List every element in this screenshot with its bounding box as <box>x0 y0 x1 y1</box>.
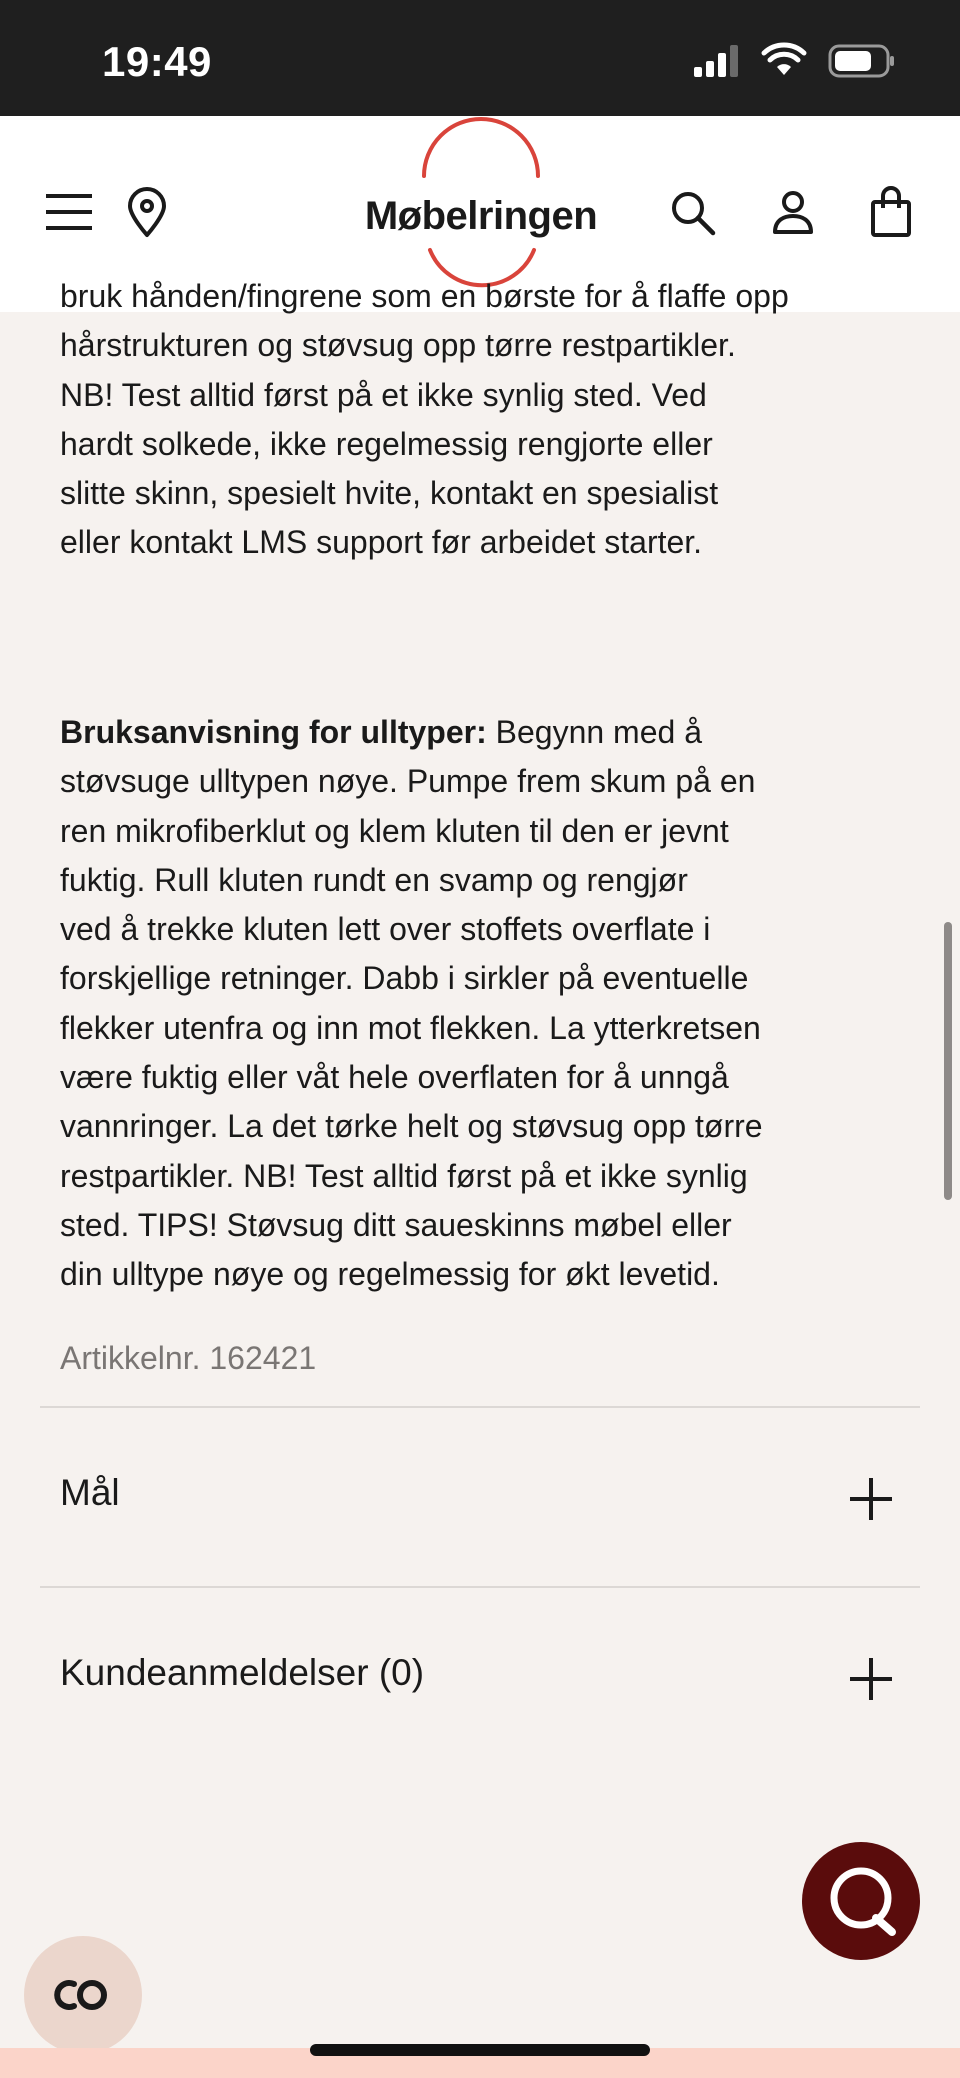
text-fragment: Begynn med å <box>486 714 702 750</box>
text-line: vannringer. La det tørke helt og støvsug opp tørre <box>60 1108 763 1145</box>
text-line: ved å trekke kluten lett over stoffets overflate i <box>60 911 711 948</box>
text-line: forskjellige retninger. Dabb i sirkler på eventuelle <box>60 960 749 997</box>
menu-icon[interactable] <box>46 190 92 234</box>
scrollbar[interactable] <box>944 922 952 1200</box>
accordion-label: Kundeanmeldelser (0) <box>60 1652 425 1693</box>
battery-icon <box>828 44 896 78</box>
account-icon[interactable] <box>772 190 814 236</box>
signal-icon <box>692 45 740 77</box>
text-line: sted. TIPS! Støvsug ditt saueskinns møbel eller <box>60 1206 732 1243</box>
wifi-icon <box>762 45 806 77</box>
text-line: hårstrukturen og støvsug opp tørre restpartikler. <box>60 327 736 364</box>
text-line: slitte skinn, spesielt hvite, kontakt en spesialist <box>60 475 719 512</box>
chat-bubble-icon <box>802 1842 920 1960</box>
text-line: fuktig. Rull kluten rundt en svamp og rengjør <box>60 861 688 898</box>
text-line: NB! Test alltid først på et ikke synlig sted. Ved <box>60 376 707 413</box>
text-line: eller kontakt LMS support før arbeidet starter. <box>60 524 703 561</box>
care-instructions-wool <box>60 708 880 1300</box>
home-indicator[interactable] <box>310 2044 650 2056</box>
cart-icon[interactable] <box>870 186 912 238</box>
accordion-dimensions[interactable] <box>40 1408 920 1586</box>
care-instructions-leather <box>60 272 880 568</box>
expand-plus-icon[interactable] <box>850 1658 892 1700</box>
text-line: støvsuge ulltypen nøye. Pumpe frem skum på en <box>60 763 756 800</box>
accordion-reviews[interactable] <box>40 1588 920 1766</box>
logo-text: Møbelringen <box>364 194 598 238</box>
text-line: bruk hånden/fingrene som en børste for å flaffe opp <box>60 278 789 314</box>
wool-heading: Bruksanvisning for ulltyper: <box>60 714 487 750</box>
store-locator-icon[interactable] <box>126 188 168 238</box>
text-line: flekker utenfra og inn mot flekken. La ytterkretsen <box>60 1009 761 1046</box>
status-bar <box>0 0 960 116</box>
text-line: ren mikrofiberklut og klem kluten til den er jevnt <box>60 812 729 849</box>
search-icon[interactable] <box>670 190 716 236</box>
status-icons <box>692 44 896 78</box>
cookie-consent-icon <box>24 1936 142 2054</box>
expand-plus-icon[interactable] <box>850 1478 892 1520</box>
text-line: være fuktig eller våt hele overflaten for å unngå <box>60 1059 729 1096</box>
text-line: restpartikler. NB! Test alltid først på et ikke synlig <box>60 1157 748 1194</box>
text-line: din ulltype nøye og regelmessig for økt levetid. <box>60 1256 720 1293</box>
text-line <box>60 708 880 757</box>
status-time: 19:49 <box>102 38 212 85</box>
chat-button[interactable] <box>802 1842 920 1960</box>
text-line: hardt solkede, ikke regelmessig rengjorte eller <box>60 425 713 462</box>
cookie-settings-button[interactable] <box>24 1936 142 2054</box>
logo[interactable] <box>358 152 604 272</box>
article-number: Artikkelnr. 162421 <box>60 1340 317 1376</box>
accordion-label: Mål <box>60 1472 120 1513</box>
product-description <box>0 278 960 2002</box>
